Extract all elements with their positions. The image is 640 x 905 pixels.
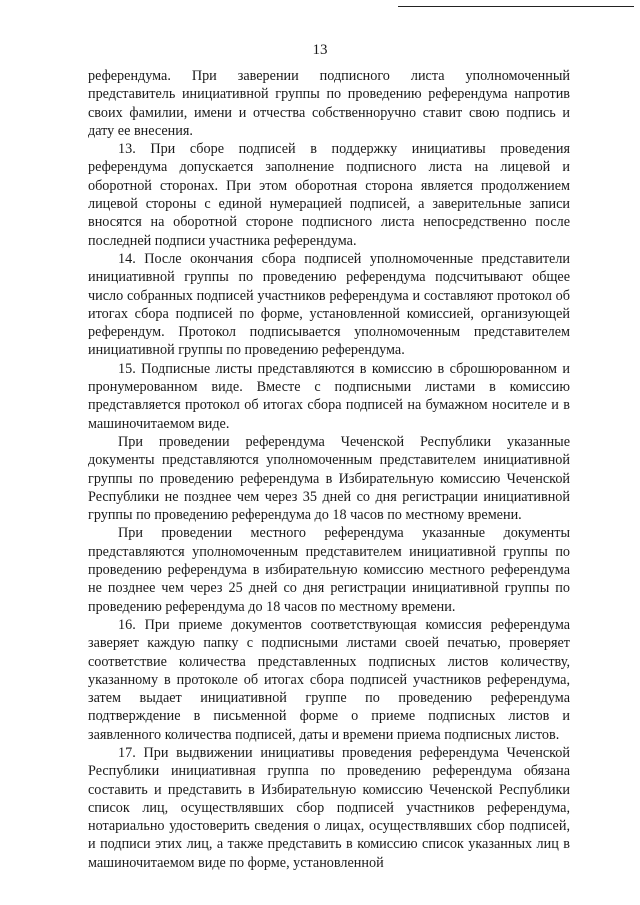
paragraph: При проведении местного референдума указанные документы представляются уполномоченным представителем инициативной группы по проведению референдума в избирательную комиссию местного референдума не позднее чем через 25 дней со дня регистрации инициативной группы по проведению референдума до 18 часов по местному времени.: [88, 525, 570, 615]
paragraph: 13. При сборе подписей в поддержку инициативы проведения референдума допускается заполнение подписного листа на лицевой и оборотной сторонах. При этом оборотная сторона является продолжением лицевой стороны с единой нумерацией подписей, а заверительные записи вносятся на оборотной стороне подписного листа непосредственно после последней подписи участника референдума.: [88, 141, 570, 249]
header-rule: [398, 6, 634, 7]
paragraph: 14. После окончания сбора подписей уполномоченные представители инициативной группы по проведению референдума подсчитывают общее число собранных подписей участников референдума и составляют протокол об итогах сбора подписей по форме, установленной комиссией, организующей референдум. Протокол подписывается уполномоченным представителем инициативной группы по проведению референдума.: [88, 250, 570, 359]
paragraph: 16. При приеме документов соответствующая комиссия референдума заверяет каждую папку с подписными листами своей печатью, проверяет соответствие количества представленных подписных листов количеству, указанному в протоколе об итогах сбора подписей участников референдума, затем выдает инициативной группе по проведению референдума подтверждение в письменной форме о приеме подписных листов и заявленного количества подписей, даты и времени приема подписных листов.: [88, 616, 570, 743]
paragraph: 15. Подписные листы представляются в комиссию в сброшюрованном и пронумерованном виде. Вместе с подписными листами в комиссию представляется протокол об итогах сбора подписей на бумажном носителе и в машиночитаемом виде.: [88, 360, 570, 432]
page-number: 13: [312, 42, 328, 58]
paragraph: При проведении референдума Чеченской Республики указанные документы представляются уполномоченным представителем инициативной группы по проведению референдума в Избирательную комиссию Чеченской Республики не позднее чем через 35 дней со дня регистрации инициативной группы по проведению референдума до 18 часов по местному времени.: [88, 433, 570, 524]
document-body: [88, 67, 570, 872]
paragraph: референдума. При заверении подписного листа уполномоченный представитель инициативной группы по проведению референдума напротив своих фамилии, имени и отчества собственноручно ставит свою подпись и дату ее внесения.: [88, 68, 570, 139]
paragraph: 17. При выдвижении инициативы проведения референдума Чеченской Республики инициативная группа по проведению референдума обязана составить и представить в Избирательную комиссию Чеченской Республики список лиц, осуществлявших сбор подписей участников референдума, нотариально удостоверить сведения о лицах, осуществлявших сбор подписей, и подписи этих лиц, а также представить в комиссию список указанных лиц в машиночитаемом виде по форме, установленной: [88, 744, 570, 871]
